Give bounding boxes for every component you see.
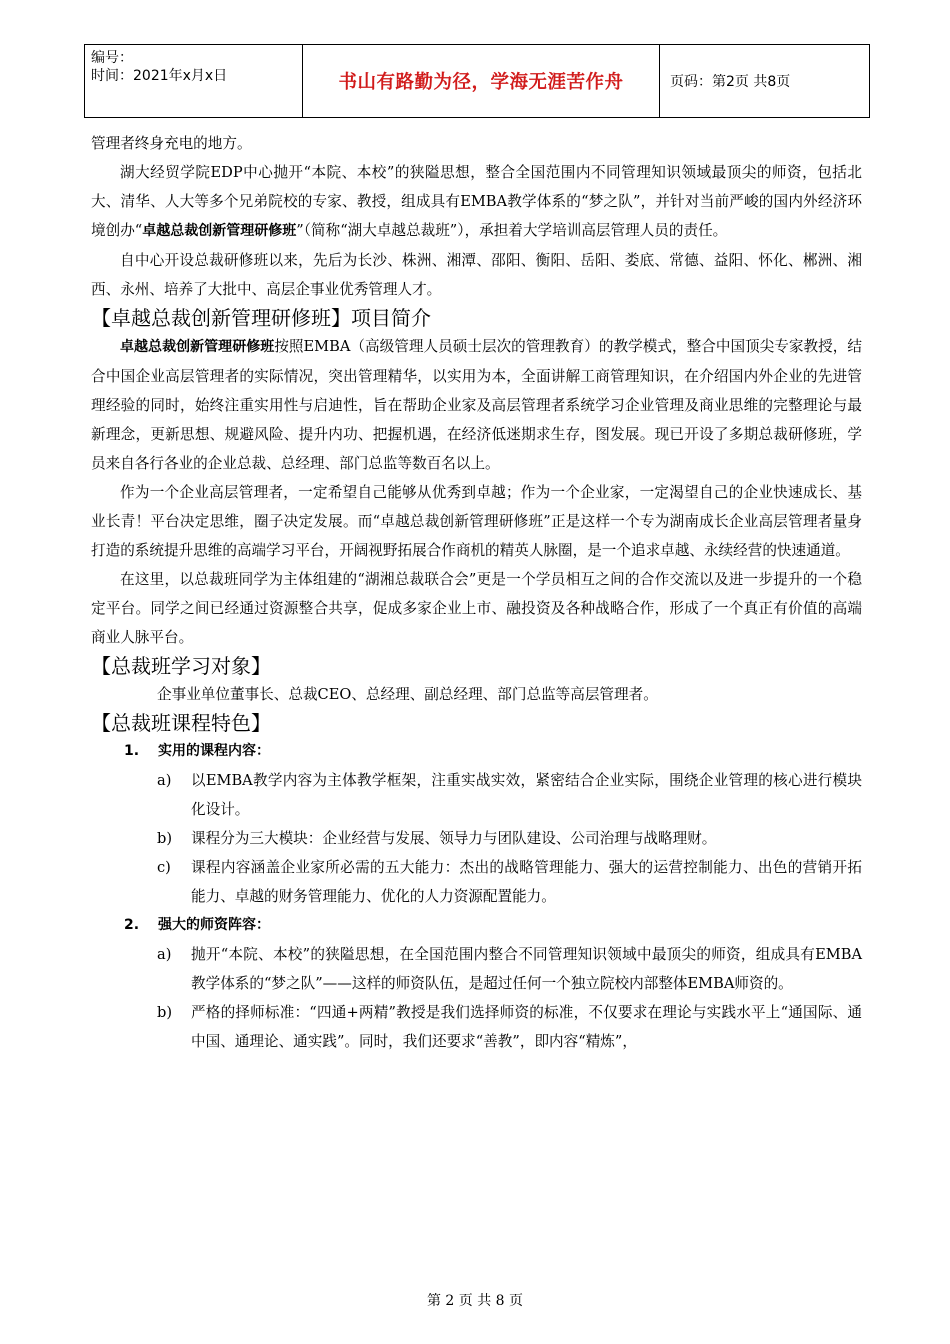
section-heading-features: 【总裁班课程特色】 — [91, 711, 271, 735]
list-heading-text: 实用的课程内容： — [158, 743, 270, 759]
list-heading-text: 强大的师资阵容： — [158, 917, 270, 933]
feature-subitem — [91, 940, 862, 998]
sub-marker: a) — [157, 772, 172, 789]
sub-marker: a) — [157, 946, 172, 963]
sub-marker: b) — [157, 830, 173, 847]
sub-text: 课程分为三大模块：企业经营与发展、领导力与团队建设、公司治理与战略理财。 — [191, 830, 717, 847]
paragraph — [91, 332, 862, 478]
sub-text: 课程内容涵盖企业家所必需的五大能力：杰出的战略管理能力、强大的运营控制能力、出色的营销开拓能力、卓越的财务管理能力、优化的人力资源配置能力。 — [191, 859, 862, 905]
doc-code-label: 编号： — [91, 50, 133, 66]
doc-time-label: 时间：2021年x月x日 — [91, 68, 228, 84]
paragraph: 管理者终身充电的地方。 — [91, 135, 252, 152]
feature-subitem — [91, 998, 862, 1056]
header-motto: 书山有路勤为径，学海无涯苦作舟 — [303, 45, 660, 118]
section-heading-audience: 【总裁班学习对象】 — [91, 654, 271, 678]
header-page-info: 页码：第2页 共8页 — [660, 45, 870, 118]
header-meta-cell — [85, 45, 303, 118]
page-footer: 第 2 页 共 8 页 — [426, 1293, 524, 1309]
paragraph: 在这里，以总裁班同学为主体组建的“湖湘总裁联合会”更是一个学员相互之间的合作交流以及进一步提升的一个稳定平台。同学之间已经通过资源整合共享，促成多家企业上市、融投资及各种战略合作，形成了一个真正有价值的高端商业人脉平台。 — [91, 571, 862, 646]
feature-subitem — [91, 853, 862, 911]
list-number: 2. — [124, 917, 140, 933]
program-name-keyword: 卓越总裁创新管理研修班 — [142, 223, 297, 239]
paragraph: 企事业单位董事长、总裁CEO、总经理、副总经理、部门总监等高层管理者。 — [157, 686, 658, 703]
header-table — [84, 44, 870, 118]
sub-text: 严格的择师标准：“四通+两精”教授是我们选择师资的标准，不仅要求在理论与实践水平上“通国际、通中国、通理论、通实践”。同时，我们还要求“善教”，即内容“精炼”， — [191, 1004, 862, 1050]
feature-item-heading — [91, 911, 862, 940]
paragraph — [91, 158, 862, 246]
list-number: 1. — [124, 743, 140, 759]
paragraph-text: ”（简称“湖大卓越总裁班”），承担着大学培训高层管理人员的责任。 — [296, 222, 728, 239]
feature-subitem — [91, 824, 862, 853]
section-heading-intro: 【卓越总裁创新管理研修班】项目简介 — [91, 306, 431, 330]
feature-item-heading — [91, 737, 862, 766]
paragraph: 作为一个企业高层管理者，一定希望自己能够从优秀到卓越；作为一个企业家，一定渴望自己的企业快速成长、基业长青！平台决定思维，圈子决定发展。而“卓越总裁创新管理研修班”正是这样一个专为湖南成长企业高层管理者量身打造的系统提升思维的高端学习平台，开阔视野拓展合作商机的精英人脉圈，是一个追求卓越、永续经营的快速通道。 — [91, 484, 862, 559]
feature-list — [91, 737, 862, 1056]
paragraph-text: 湖大经贸学院EDP中心抛开“本院、本校”的狭隘思想，整合全国范围内不同管理知识领域最顶尖的师资，包括北大、清华、人大等多个兄弟院校的专家、教授，组成具有EMBA教学体系的“梦之队”，并针对当前严峻的国内外经济环境创办“ — [91, 164, 862, 239]
document-content — [91, 129, 862, 1056]
paragraph-text: 按照EMBA（高级管理人员硕士层次的管理教育）的教学模式，整合中国顶尖专家教授，结合中国企业高层管理者的实际情况，突出管理精华，以实用为本，全面讲解工商管理知识，在介绍国内外企业的先进管理经验的同时，始终注重实用性与启迪性，旨在帮助企业家及高层管理者系统学习企业管理及商业思维的完整理论与最新理念，更新思想、规避风险、提升内功、把握机遇，在经济低迷期求生存，图发展。现已开设了多期总裁研修班，学员来自各行各业的企业总裁、总经理、部门总监等数百名以上。 — [91, 338, 862, 472]
sub-marker: b) — [157, 1004, 173, 1021]
program-name-keyword: 卓越总裁创新管理研修班 — [120, 339, 275, 355]
sub-marker: c) — [157, 859, 171, 876]
sub-text: 以EMBA教学内容为主体教学框架，注重实战实效，紧密结合企业实际，围绕企业管理的核心进行模块化设计。 — [191, 772, 862, 818]
paragraph: 自中心开设总裁研修班以来，先后为长沙、株洲、湘潭、邵阳、衡阳、岳阳、娄底、常德、益阳、怀化、郴洲、湘西、永州、培养了大批中、高层企事业优秀管理人才。 — [91, 252, 862, 298]
feature-subitem — [91, 766, 862, 824]
sub-text: 抛开“本院、本校”的狭隘思想，在全国范围内整合不同管理知识领域中最顶尖的师资，组成具有EMBA教学体系的“梦之队”——这样的师资队伍，是超过任何一个独立院校内部整体EMBA师资的。 — [191, 946, 862, 992]
